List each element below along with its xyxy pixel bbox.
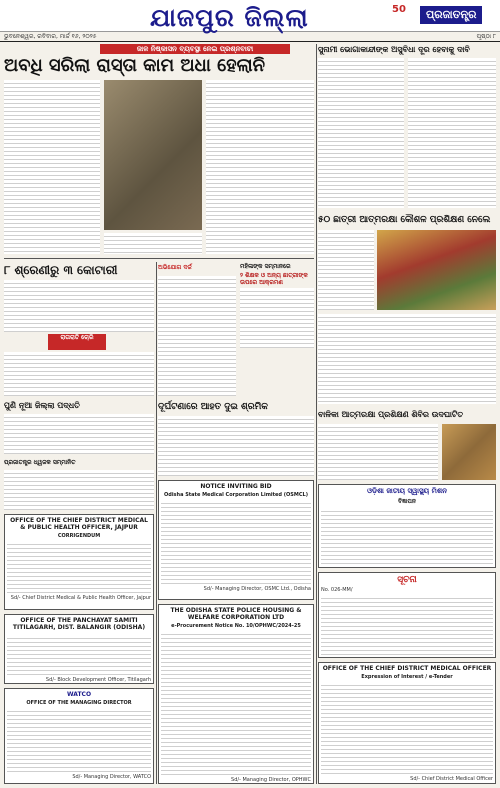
notice-table [161, 631, 311, 775]
complaint-body [158, 276, 236, 396]
camp-photo [442, 424, 496, 480]
notice-subtitle: OFFICE OF THE MANAGING DIRECTOR [26, 700, 132, 706]
notice-subtitle: ବିଜ୍ଞାପନ [398, 498, 416, 505]
right-top-body2 [408, 58, 496, 208]
notice-title: ଓଡ଼ିଶା ଜାତୀୟ ସ୍ୱାସ୍ଥ୍ୟ ମିଶନ [367, 487, 447, 495]
notice-subtitle: CORRIGENDUM [57, 533, 101, 539]
lead-body-col2 [206, 80, 314, 254]
notice-sign: Sd/- Managing Director, WATCO [72, 774, 151, 780]
camp-body [318, 424, 438, 480]
notice-subtitle: Expression of Interest / e-Tender [361, 674, 453, 680]
complaint-headline: ଅଭିଯୋଗ ଦର୍ଜ [158, 264, 192, 271]
lead-body-col1 [4, 80, 100, 254]
self-defence-headline: ୫୦ ଛାତ୍ରୀ ଆତ୍ମରକ୍ଷା କୌଶଳ ପ୍ରଶିକ୍ଷଣ ନେଲେ [318, 215, 491, 225]
second-boxed-headline: ରାତାରାତି ଚୋରି [48, 334, 106, 350]
dateline [0, 32, 500, 42]
notice-ophwc [158, 604, 314, 784]
notice-subtitle: No. 026-MM/ [321, 587, 353, 593]
notice-title: ସୂଚନା [397, 575, 417, 585]
date-text: ଭୁବନେଶ୍ୱର, ରବିବାର, ମାର୍ଚ୍ଚ ୧୬, ୨୦୨୫ [4, 33, 97, 40]
camp-headline: ବାଳିକା ଆତ୍ମରକ୍ଷା ପ୍ରଶିକ୍ଷଣ ଶିବିର ଉଦଘାଟିତ [318, 410, 464, 419]
right-top-body1 [318, 58, 404, 208]
third-body2 [4, 470, 154, 510]
notice-body [321, 595, 493, 655]
notice-title: OFFICE OF THE CHIEF DISTRICT MEDICAL & PUBLIC HEALTH OFFICER, JAJPUR [10, 517, 148, 531]
notice-org: Odisha State Medical Corporation Limited (OSMCL) [164, 492, 308, 498]
center-strap: ମହିଳାଙ୍କ ସମ୍ମାନରେ [240, 263, 291, 270]
notice-cdmo-jajpur [4, 514, 154, 610]
lead-headline: ଅବଧି ସରିଲା ରାସ୍ତା କାମ ଅଧା ହେଲାନି [4, 55, 265, 76]
masthead [0, 0, 500, 32]
notice-sign: Sd/- Managing Director, OSMC Ltd., Odisha [203, 586, 311, 592]
right-top-headline: ସୁନାମୀ ଭୋଗାକାନ୍ଦୀଙ୍କ ଅସୁବିଧା ଦୂର ହେବାକୁ ଦାବି [318, 45, 470, 54]
notice-sign: Sd/- Chief District Medical & Public Health Officer, Jajpur [10, 595, 151, 601]
notice-body [321, 508, 493, 566]
notice-title: OFFICE OF THE PANCHAYAT SAMITI TITILAGARH, DIST. BALANGIR (ODISHA) [12, 617, 146, 631]
second-body2 [4, 352, 154, 396]
notice-watco [4, 688, 154, 784]
anniversary-badge: 50 [392, 4, 406, 15]
self-defence-body [318, 230, 374, 310]
notice-title: NOTICE INVITING BID [200, 483, 272, 490]
second-headline: ୮ ଶ୍ରେଣୀରୁ ୩ କୋଟାରୀ [4, 263, 118, 277]
center-body1 [240, 288, 314, 348]
self-defence-photo [377, 230, 496, 310]
center-headline1: ୨ ଶିକ୍ଷକ ଓ ଅନ୍ୟ ଛାତ୍ରୀଙ୍କ ଉପରେ ଆକ୍ରମଣ [240, 272, 308, 286]
center-headline2: ଦୂର୍ଘଟଣାରେ ଆହତ ଦୁଇ ଶ୍ରମିକ [158, 402, 268, 412]
notice-subtitle: e-Procurement Notice No. 10/OPHWC/2024-25 [171, 623, 301, 629]
notice-sign: Sd/- Block Development Officer, Titilagarh [45, 677, 151, 683]
notice-table [161, 500, 311, 584]
notice-body [7, 708, 151, 772]
newspaper-section-title: ଯାଜପୁର ଜିଲ୍ଲା [150, 3, 309, 32]
notice-cdmo-eoi [318, 662, 496, 784]
third-headline: ପୁଣି ନୂଆ ଜିଲ୍ଲା ପଦ୍ଧତି [4, 401, 80, 410]
notice-sign: Sd/- Chief District Medical Officer [410, 776, 493, 782]
second-body [4, 280, 154, 332]
notice-title: WATCO [66, 691, 92, 698]
notice-body [7, 541, 151, 593]
notice-table [321, 682, 493, 774]
notice-suchana [318, 572, 496, 658]
page-number: ପୃଷ୍ଠା ୮ [476, 33, 496, 40]
brand-logo: ପ୍ରଜାତନ୍ତ୍ର [420, 6, 482, 24]
self-defence-body2 [318, 314, 496, 404]
notice-sign: Sd/- Managing Director, OPHWC [231, 777, 311, 783]
lead-caption [104, 233, 202, 254]
notice-title: OFFICE OF THE CHIEF DISTRICT MEDICAL OFFICER [322, 665, 492, 672]
lead-strap: ଜାଳ ନିଷ୍କାସନ ବ୍ୟବସ୍ଥା ନେଇ ପ୍ରଶ୍ନବାଚୀ [100, 44, 290, 54]
third-headline2: ପ୍ରଜାତନ୍ତ୍ର ଧ୍ୱଜକ ସମ୍ମାନିତ [4, 459, 76, 466]
center-body2 [158, 416, 314, 476]
notice-body [7, 635, 151, 675]
notice-osmcl [158, 480, 314, 600]
notice-title: THE ODISHA STATE POLICE HOUSING & WELFARE CORPORATION LTD [170, 607, 302, 621]
notice-nhm [318, 484, 496, 568]
lead-photo [104, 80, 202, 230]
third-body [4, 414, 154, 454]
notice-titilagarh [4, 614, 154, 684]
